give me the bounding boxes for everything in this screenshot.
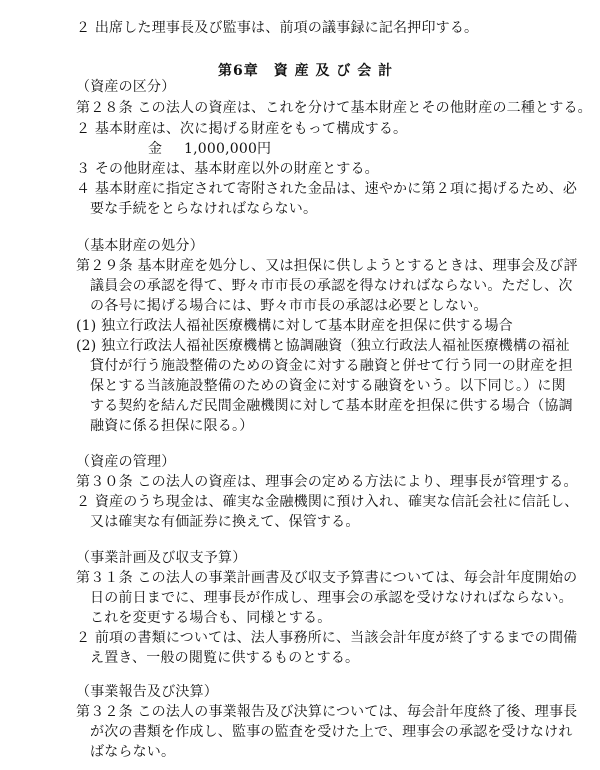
chapter-heading: 第6章 資 産 及 び 会 計: [218, 63, 394, 79]
article-32-paragraph-1-line-1: 第３２条 この法人の事業報告及び決算については、毎会計年度終了後、理事長: [76, 704, 578, 720]
article-30-paragraph-1: 第３０条 この法人の資産は、理事会の定める方法により、理事長が管理する。: [76, 474, 578, 490]
article-29-paragraph-1-line-2: 議員会の承認を得て、野々市市長の承認を得なければならない。ただし、次: [90, 278, 573, 294]
article-28-paragraph-3: ３ その他財産は、基本財産以外の財産とする。: [76, 161, 379, 177]
article-28-paragraph-1: 第２８条 この法人の資産は、これを分けて基本財産とその他財産の二種とする。: [76, 100, 592, 116]
article-29-caption: （基本財産の処分）: [76, 238, 204, 254]
article-32-paragraph-1-line-2: が次の書類を作成し、監事の監査を受けた上で、理事会の承認を受けなけれ: [90, 724, 573, 740]
article-31-paragraph-2-line-2: え置き、一般の閲覧に供するものとする。: [90, 650, 360, 666]
article-28-amount-value: 1,000,000円: [184, 141, 272, 157]
article-29-item-2-line-5: 融資に係る担保に限る。）: [90, 418, 254, 434]
article-28-paragraph-4-line-1: ４ 基本財産に指定されて寄附された金品は、速やかに第２項に掲げるため、必: [76, 181, 578, 197]
article-31-paragraph-2-line-1: ２ 前項の書類については、法人事務所に、当該会計年度が終了するまでの間備: [76, 630, 578, 646]
article-29-paragraph-1-line-3: の各号に掲げる場合には、野々市市長の承認は必要としない。: [90, 298, 488, 314]
article-32-paragraph-1-line-3: ばならない。: [90, 744, 176, 760]
article-31-paragraph-1-line-2: 日の前日までに、理事長が作成し、理事会の承認を受けなければならない。: [90, 590, 573, 606]
article-29-item-1: (1) 独立行政法人福祉医療機構に対して基本財産を担保に供する場合: [76, 318, 513, 334]
article-31-caption: （事業計画及び収支予算）: [76, 550, 247, 566]
article-30-caption: （資産の管理）: [76, 454, 176, 470]
article-29-item-2-line-2: 貸付が行う施設整備のための資金に対する融資と併せて行う同一の財産を担: [90, 358, 573, 374]
article-29-item-2-line-4: する契約を結んだ民間金融機関に対して基本財産を担保に供する場合（協調: [90, 398, 573, 414]
article-28-amount-label: 金: [148, 141, 163, 157]
article-29-item-2-line-1: (2) 独立行政法人福祉医療機構と協調融資（独立行政法人福祉医療機構の福祉: [76, 338, 570, 354]
article-28-paragraph-4-line-2: 要な手続をとらなければならない。: [90, 201, 318, 217]
article-31-paragraph-1-line-1: 第３１条 この法人の事業計画書及び収支予算書については、毎会計年度開始の: [76, 570, 578, 586]
article-28-caption: （資産の区分）: [76, 79, 176, 95]
article-31-paragraph-1-line-3: これを変更する場合も、同様とする。: [90, 610, 332, 626]
article-32-caption: （事業報告及び決算）: [76, 684, 218, 700]
article-29-item-2-line-3: 保とする当該施設整備のための資金に対する融資をいう。以下同じ。）に関: [90, 378, 566, 394]
article-30-paragraph-2-line-2: 又は確実な有価証券に換えて、保管する。: [90, 514, 360, 530]
prev-article-paragraph-2: ２ 出席した理事長及び監事は、前項の議事録に記名押印する。: [76, 20, 479, 36]
article-28-paragraph-2: ２ 基本財産は、次に掲げる財産をもって構成する。: [76, 121, 408, 137]
article-30-paragraph-2-line-1: ２ 資産のうち現金は、確実な金融機関に預け入れ、確実な信託会社に信託し、: [76, 494, 579, 510]
article-29-paragraph-1-line-1: 第２９条 基本財産を処分し、又は担保に供しようとするときは、理事会及び評: [76, 258, 578, 274]
